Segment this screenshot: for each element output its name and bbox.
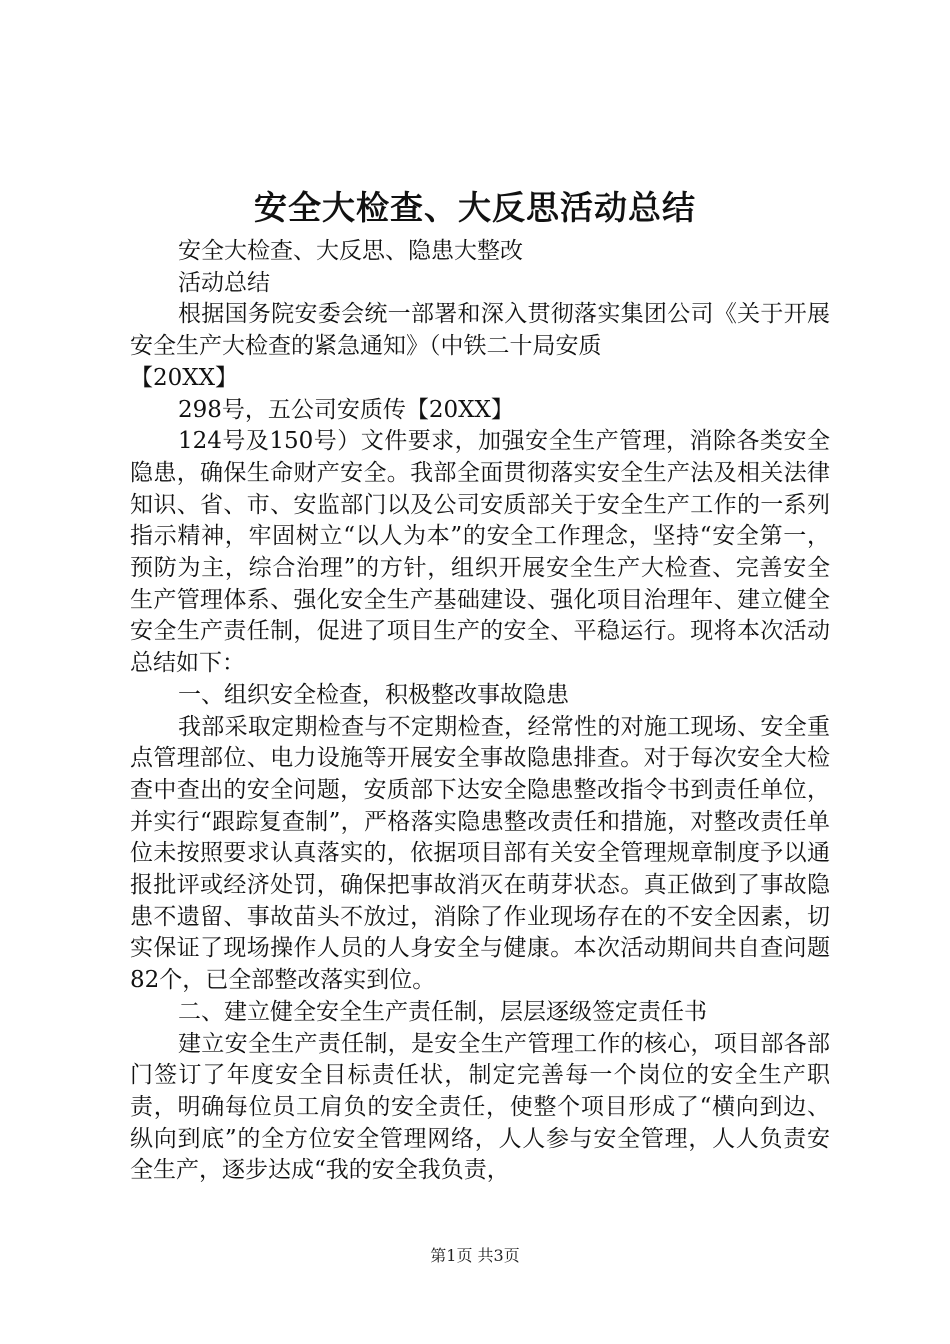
document-body <box>130 236 830 1187</box>
document-title: 安全大检查、大反思活动总结 <box>254 188 696 227</box>
paragraph-overview: 124号及150号）文件要求，加强安全生产管理，消除各类安全隐患，确保生命财产安全。我部全面贯彻落实安全生产法及相关法律知识、省、市、安监部门以及公司安质部关于安全生产工作的一系列指示精神，牢固树立“以人为本”的安全工作理念，坚持“安全第一，预防为主，综合治理”的方针，组织开展安全生产大检查、完善安全生产管理体系、强化安全生产基础建设、强化项目治理年、建立健全安全生产责任制，促进了项目生产的安全、平稳运行。现将本次活动总结如下： <box>130 428 830 677</box>
subtitle-line-2: 活动总结 <box>178 269 270 296</box>
paragraph-section-2: 建立安全生产责任制，是安全生产管理工作的核心，项目部各部门签订了年度安全目标责任状，制定完善每一个岗位的安全生产职责，明确每位员工肩负的安全责任，使整个项目形成了“横向到边、纵向到底”的全方位安全管理网络，人人参与安全管理，人人负责安全生产，逐步达成“我的安全我负责， <box>130 1030 830 1184</box>
section-heading-2: 二、建立健全安全生产责任制，层层逐级签定责任书 <box>178 998 707 1025</box>
subtitle-line-1: 安全大检查、大反思、隐患大整改 <box>178 238 523 264</box>
section-heading-1: 一、组织安全检查，积极整改事故隐患 <box>178 681 569 708</box>
paragraph-doc-ref: 【20XX】 <box>130 364 239 391</box>
paragraph-intro: 根据国务院安委会统一部署和深入贯彻落实集团公司《关于开展安全生产大检查的紧急通知》（中铁二十局安质 <box>130 301 830 360</box>
page-footer: 第1页 共3页 <box>430 1246 520 1265</box>
paragraph-doc-number: 298号，五公司安质传【20XX】 <box>178 396 514 423</box>
paragraph-section-1: 我部采取定期检查与不定期检查，经常性的对施工现场、安全重点管理部位、电力设施等开展安全事故隐患排查。对于每次安全大检查中查出的安全问题，安质部下达安全隐患整改指令书到责任单位，并实行“跟踪复查制”，严格落实隐患整改责任和措施，对整改责任单位未按照要求认真落实的，依据项目部有关安全管理规章制度予以通报批评或经济处罚，确保把事故消灭在萌芽状态。真正做到了事故隐患不遗留、事故苗头不放过，消除了作业现场存在的不安全因素，切实保证了现场操作人员的人身安全与健康。本次活动期间共自查问题82个，已全部整改落实到位。 <box>130 713 830 994</box>
